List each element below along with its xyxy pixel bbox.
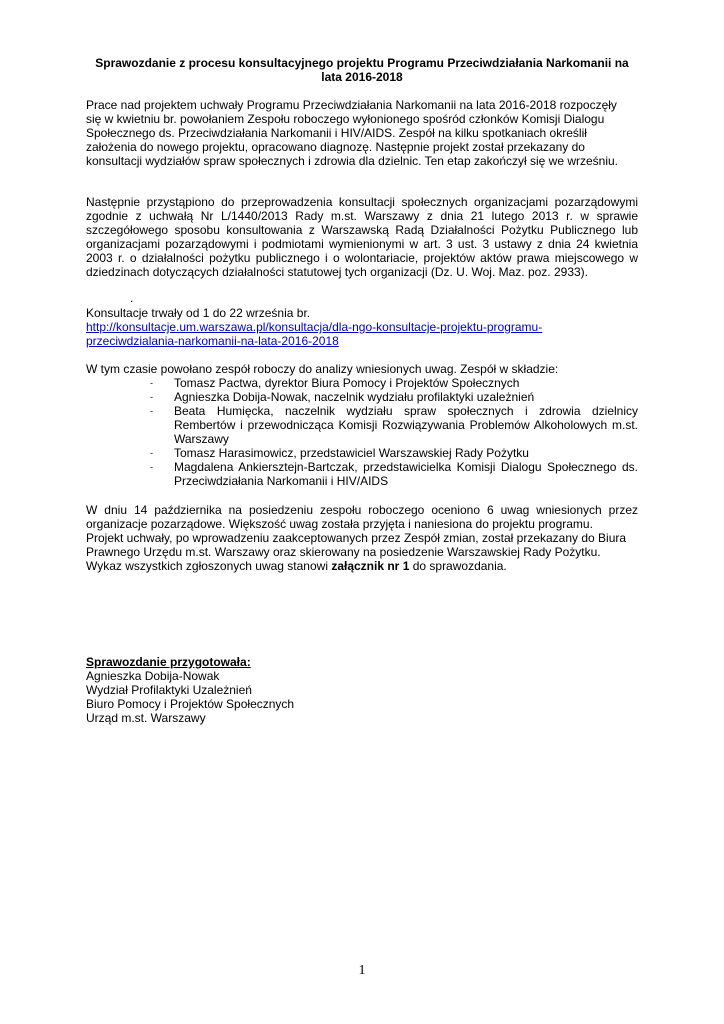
attachment-suffix: do sprawozdania.: [409, 559, 507, 573]
link-line[interactable]: http://konsultacje.um.warszawa.pl/konsultacja/dla-ngo-konsultacje-projektu-programu-: [86, 320, 543, 334]
signature-line: Urząd m.st. Warszawy: [86, 711, 206, 725]
attachment-reference: załącznik nr 1: [331, 559, 410, 573]
text-line: konsultacji wydziałów spraw społecznych i zdrowia dla dzielnic. Ten etap zakończył się we wrześniu.: [86, 154, 619, 168]
member-line: - Agnieszka Dobija-Nowak, naczelnik wydziału profilaktyki uzależnień: [174, 390, 535, 404]
list-item: [150, 390, 638, 404]
member-line: Przeciwdziałania Narkomanii i HIV/AIDS: [174, 474, 389, 488]
signature-line: Wydział Profilaktyki Uzależnień: [86, 683, 252, 697]
text-line: Prawnego Urzędu m.st. Warszawy oraz skierowany na posiedzenie Warszawskiej Rady Pożytku.: [86, 545, 601, 559]
list-item: [150, 376, 638, 390]
document-title: [86, 56, 638, 84]
list-item: [150, 460, 638, 488]
member-line: - Tomasz Harasimowicz, przedstawiciel Warszawskiej Rady Pożytku: [174, 446, 529, 460]
member-line: Warszawy: [174, 432, 229, 446]
text-line: zgodnie z uchwałą Nr L/1440/2013 Rady m.st. Warszawy z dnia 21 lutego 2013 r. w sprawie: [86, 209, 638, 223]
text-line: Społecznego ds. Przeciwdziałania Narkomanii i HIV/AIDS. Zespół na kilku spotkaniach określił: [86, 126, 587, 140]
text-line: Prace nad projektem uchwały Programu Przeciwdziałania Narkomanii na lata 2016-2018 rozpoczęły: [86, 98, 617, 112]
consultation-dates-text: Konsultacje trwały od 1 do 22 września br.: [86, 306, 311, 320]
signature-heading: Sprawozdanie przygotowała:: [86, 655, 251, 669]
signature-line: Agnieszka Dobija-Nowak: [86, 669, 220, 683]
text-line: założenia do nowego projektu, opracowano diagnozę. Następnie projekt został przekazany do: [86, 140, 585, 154]
signature-line: Biuro Pomocy i Projektów Społecznych: [86, 697, 295, 711]
member-line: - Tomasz Pactwa, dyrektor Biura Pomocy i Projektów Społecznych: [174, 376, 520, 390]
team-intro: W tym czasie powołano zespół roboczy do analizy wniesionych uwag. Zespół w składzie:: [86, 362, 559, 376]
title-line: Sprawozdanie z procesu konsultacyjnego projektu Programu Przeciwdziałania Narkomanii na: [95, 56, 629, 70]
text-line: się w kwietniu br. powołaniem Zespołu roboczego wyłonionego spośród członków Komisji Dialogu: [86, 112, 605, 126]
link-line[interactable]: przeciwdzialania-narkomanii-na-lata-2016-2018: [86, 334, 339, 348]
team-members-list: [150, 376, 638, 488]
member-line: - Beata Humięcka, naczelnik wydziału spraw społecznych i zdrowia dzielnicy: [174, 404, 638, 418]
stray-dot: .: [130, 291, 134, 305]
paragraph-consultation-dates: [86, 306, 638, 348]
page-number: 1: [358, 963, 366, 978]
member-line: - Magdalena Ankiersztejn-Bartczak, przedstawicielka Komisji Dialogu Społecznego ds.: [174, 460, 638, 474]
text-line: 2003 r. o działalności pożytku publicznego i o wolontariacie, projektów aktów prawa miejscowego w: [86, 251, 638, 265]
signature-block: [86, 655, 638, 725]
attachment-line: [86, 559, 638, 573]
paragraph-review-outcome: [86, 503, 638, 573]
list-item: [150, 404, 638, 446]
member-line: Rembertów i przewodnicząca Komisji Rozwiązywania Problemów Alkoholowych m.st.: [174, 418, 638, 432]
text-line: dziedzinach dotyczących działalności statutowej tych organizacji (Dz. U. Woj. Maz. poz. 2933).: [86, 265, 589, 279]
text-line: organizacjami pozarządowymi i podmiotami wymienionymi w art. 3 ust. 3 ustawy z dnia 24 kwietnia: [86, 237, 638, 251]
paragraph-project-start: [86, 98, 638, 168]
text-line: organizacje pozarządowe. Większość uwag została przyjęta i naniesiona do projektu programu.: [86, 517, 593, 531]
list-item: [150, 446, 638, 460]
attachment-prefix: Wykaz wszystkich zgłoszonych uwag stanowi: [86, 559, 332, 573]
text-line: szczegółowego sposobu konsultowania z Warszawską Radą Działalności Pożytku Publicznego lub: [86, 223, 638, 237]
consultation-link[interactable]: [86, 320, 638, 348]
title-line: lata 2016-2018: [321, 70, 403, 84]
text-line: Następnie przystąpiono do przeprowadzenia konsultacji społecznych organizacjami pozarządowymi: [86, 195, 638, 209]
text-line: Projekt uchwały, po wprowadzeniu zaakceptowanych przez Zespół zmian, został przekazany do Biura: [86, 531, 627, 545]
paragraph-consultation-basis: [86, 195, 638, 279]
text-line: W dniu 14 października na posiedzeniu zespołu roboczego oceniono 6 uwag wniesionych przez: [86, 503, 638, 517]
